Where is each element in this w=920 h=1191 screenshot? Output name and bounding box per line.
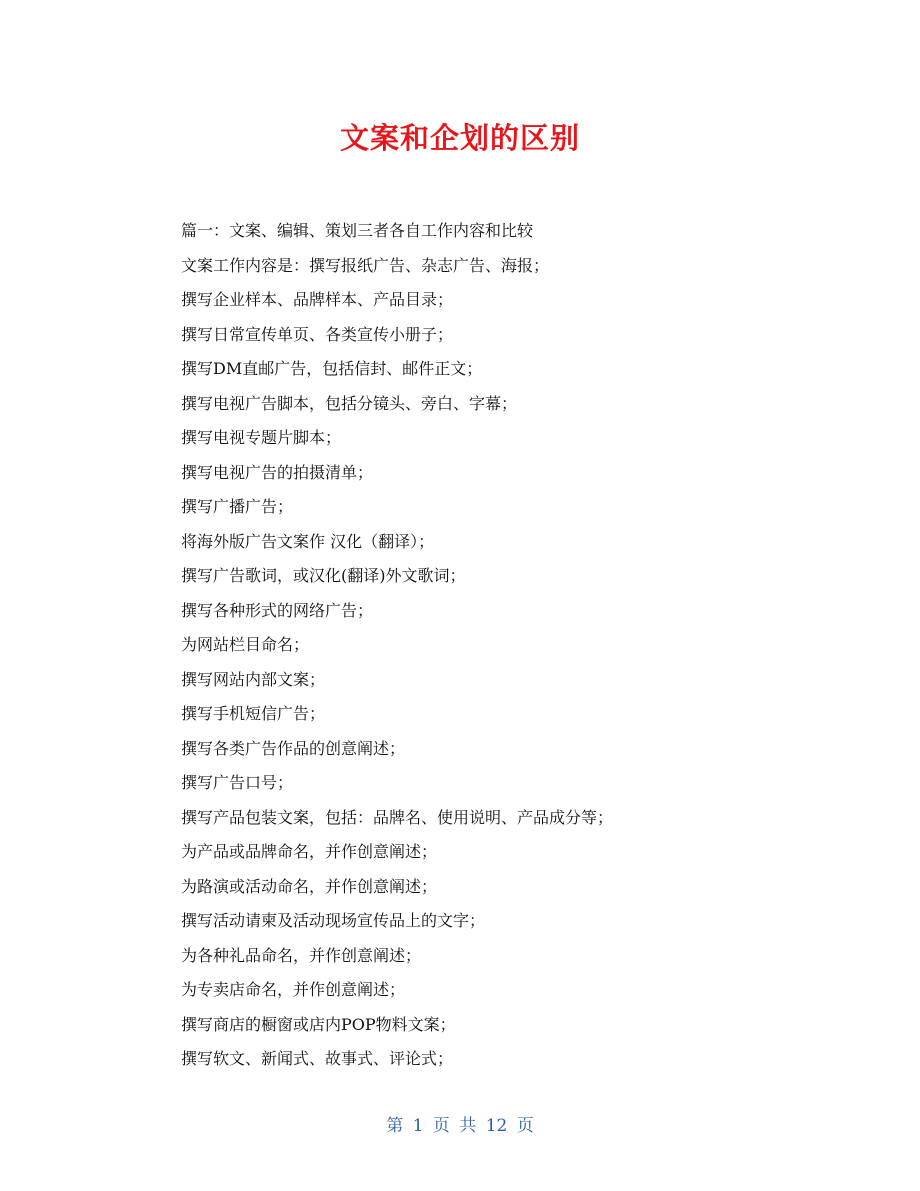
body-line: 篇一：文案、编辑、策划三者各自工作内容和比较 bbox=[181, 221, 534, 240]
body-line: 撰写电视专题片脚本； bbox=[181, 428, 342, 447]
body-line: 撰写电视广告脚本，包括分镜头、旁白、字幕； bbox=[181, 393, 518, 413]
body-line: 撰写DM直邮广告，包括信封、邮件正文； bbox=[181, 359, 483, 378]
body-line: 为路演或活动命名，并作创意阐述； bbox=[181, 876, 438, 896]
body-line: 撰写商店的橱窗或店内POP物料文案； bbox=[181, 1014, 456, 1034]
body-line: 为网站栏目命名； bbox=[181, 635, 310, 654]
body-line: 撰写手机短信广告； bbox=[181, 704, 326, 723]
body-line: 撰写软文、新闻式、故事式、评论式； bbox=[181, 1049, 454, 1068]
body-line: 撰写广告口号； bbox=[181, 773, 294, 792]
body-line: 撰写网站内部文案； bbox=[181, 669, 326, 689]
body-line: 撰写广播广告； bbox=[181, 497, 294, 516]
document-title: 文案和企划的区别 bbox=[339, 121, 580, 155]
body-line: 文案工作内容是：撰写报纸广告、杂志广告、海报； bbox=[181, 255, 550, 275]
body-line: 撰写产品包装文案，包括：品牌名、使用说明、产品成分等； bbox=[181, 807, 614, 827]
body-line: 撰写活动请柬及活动现场宣传品上的文字； bbox=[181, 911, 486, 930]
page-footer: 第 1 页 共 12 页 bbox=[386, 1116, 534, 1136]
body-line: 为各种礼品命名，并作创意阐述； bbox=[181, 945, 422, 965]
body-line: 撰写各类广告作品的创意阐述； bbox=[181, 738, 406, 758]
body-line: 撰写电视广告的拍摄清单； bbox=[181, 462, 374, 482]
body-line: 撰写日常宣传单页、各类宣传小册子； bbox=[181, 324, 454, 344]
body-line: 为专卖店命名，并作创意阐述； bbox=[181, 980, 406, 999]
body-line: 撰写各种形式的网络广告； bbox=[181, 600, 374, 620]
body-line: 将海外版广告文案作 汉化（翻译）； bbox=[181, 531, 435, 551]
document-body bbox=[181, 214, 781, 1077]
body-line: 为产品或品牌命名，并作创意阐述； bbox=[181, 842, 438, 861]
body-line: 撰写企业样本、品牌样本、产品目录； bbox=[181, 290, 454, 309]
body-line: 撰写广告歌词，或汉化(翻译)外文歌词； bbox=[181, 566, 466, 585]
